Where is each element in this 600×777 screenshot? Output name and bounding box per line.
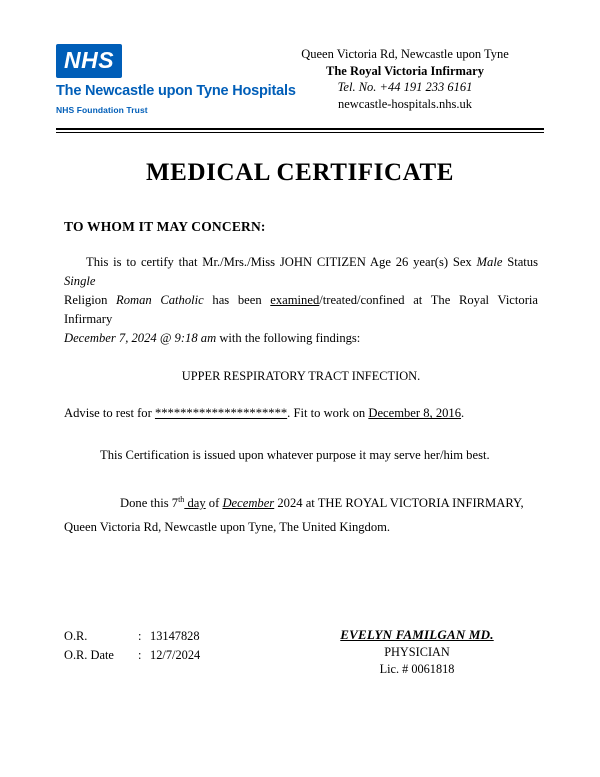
hospital-address	[296, 38, 544, 112]
or-details	[64, 627, 264, 665]
status-label: Status	[502, 255, 539, 270]
certification-note: This Certification is issued upon whatever purpose it may serve her/him best.	[100, 448, 490, 463]
rest-period-value: *********************	[154, 406, 288, 421]
nhs-logo-icon: NHS	[56, 44, 122, 78]
or-label: O.R.	[64, 628, 88, 643]
page-title: MEDICAL CERTIFICATE	[145, 159, 455, 187]
patient-sex: Male	[476, 255, 503, 270]
examined-suffix: /treated/confined at The Royal Victoria Infirmary	[64, 293, 538, 327]
done-day-ordinal: th	[178, 495, 185, 505]
done-day: 7	[171, 496, 179, 511]
done-month: December	[222, 496, 275, 511]
or-date-label: O.R. Date	[64, 648, 114, 663]
or-date-colon: :	[138, 648, 142, 663]
nhs-branding	[56, 38, 296, 115]
signature-block	[302, 627, 532, 677]
address-line-hospital: The Royal Victoria Infirmary	[326, 63, 484, 78]
address-line-website: newcastle-hospitals.nhs.uk	[337, 96, 472, 111]
done-of: of	[205, 496, 223, 511]
advise-end: .	[461, 406, 465, 421]
age-suffix: year(s) Sex	[408, 255, 477, 270]
done-prefix: Done this	[120, 496, 172, 511]
certify-paragraph	[64, 253, 538, 347]
fit-to-work-date: December 8, 2016	[368, 406, 462, 421]
age-label: Age	[365, 255, 396, 270]
exam-datetime: December 7, 2024 @ 9:18 am	[64, 330, 217, 345]
advise-middle: . Fit to work on	[287, 406, 369, 421]
certificate-body	[0, 217, 600, 539]
or-colon: :	[138, 628, 142, 643]
or-number: 13147828	[150, 628, 200, 643]
trust-name: The Newcastle upon Tyne Hospitals	[56, 83, 296, 99]
diagnosis: UPPER RESPIRATORY TRACT INFECTION.	[181, 368, 421, 383]
divider-thick	[56, 128, 544, 130]
physician-name: EVELYN FAMILGAN MD.	[340, 626, 494, 642]
footer-area	[0, 627, 600, 677]
done-place: at THE ROYAL VICTORIA INFIRMARY, Queen Victoria Rd, Newcastle upon Tyne, The United Kingdom.	[64, 496, 524, 534]
or-date: 12/7/2024	[150, 648, 201, 663]
salutation: TO WHOM IT MAY CONCERN:	[64, 219, 266, 235]
header-divider	[56, 128, 544, 134]
patient-age: 26	[395, 255, 409, 270]
address-line-street: Queen Victoria Rd, Newcastle upon Tyne	[301, 47, 509, 61]
physician-role: PHYSICIAN	[384, 644, 450, 659]
advise-paragraph	[64, 404, 538, 423]
document-header	[0, 0, 600, 115]
findings-suffix: with the following findings:	[216, 330, 361, 345]
or-date-row	[64, 646, 264, 665]
examined-word: examined	[270, 293, 320, 308]
examined-prefix: has been	[203, 293, 271, 308]
advise-prefix: Advise to rest for	[64, 406, 155, 421]
patient-religion: Roman Catholic	[116, 293, 204, 308]
address-line-tel: Tel. No. +44 191 233 6161	[337, 80, 473, 94]
done-day-word: day	[184, 496, 206, 511]
patient-status: Single	[64, 274, 96, 289]
or-number-row	[64, 627, 264, 646]
certify-prefix: This is to certify that Mr./Mrs./Miss	[86, 255, 280, 270]
physician-license: Lic. # 0061818	[379, 661, 455, 676]
trust-subtitle: NHS Foundation Trust	[56, 104, 148, 115]
done-paragraph	[64, 492, 538, 539]
religion-label: Religion	[64, 293, 117, 308]
done-year: 2024	[274, 496, 303, 511]
divider-thin	[56, 132, 544, 133]
patient-name: JOHN CITIZEN	[279, 255, 366, 270]
